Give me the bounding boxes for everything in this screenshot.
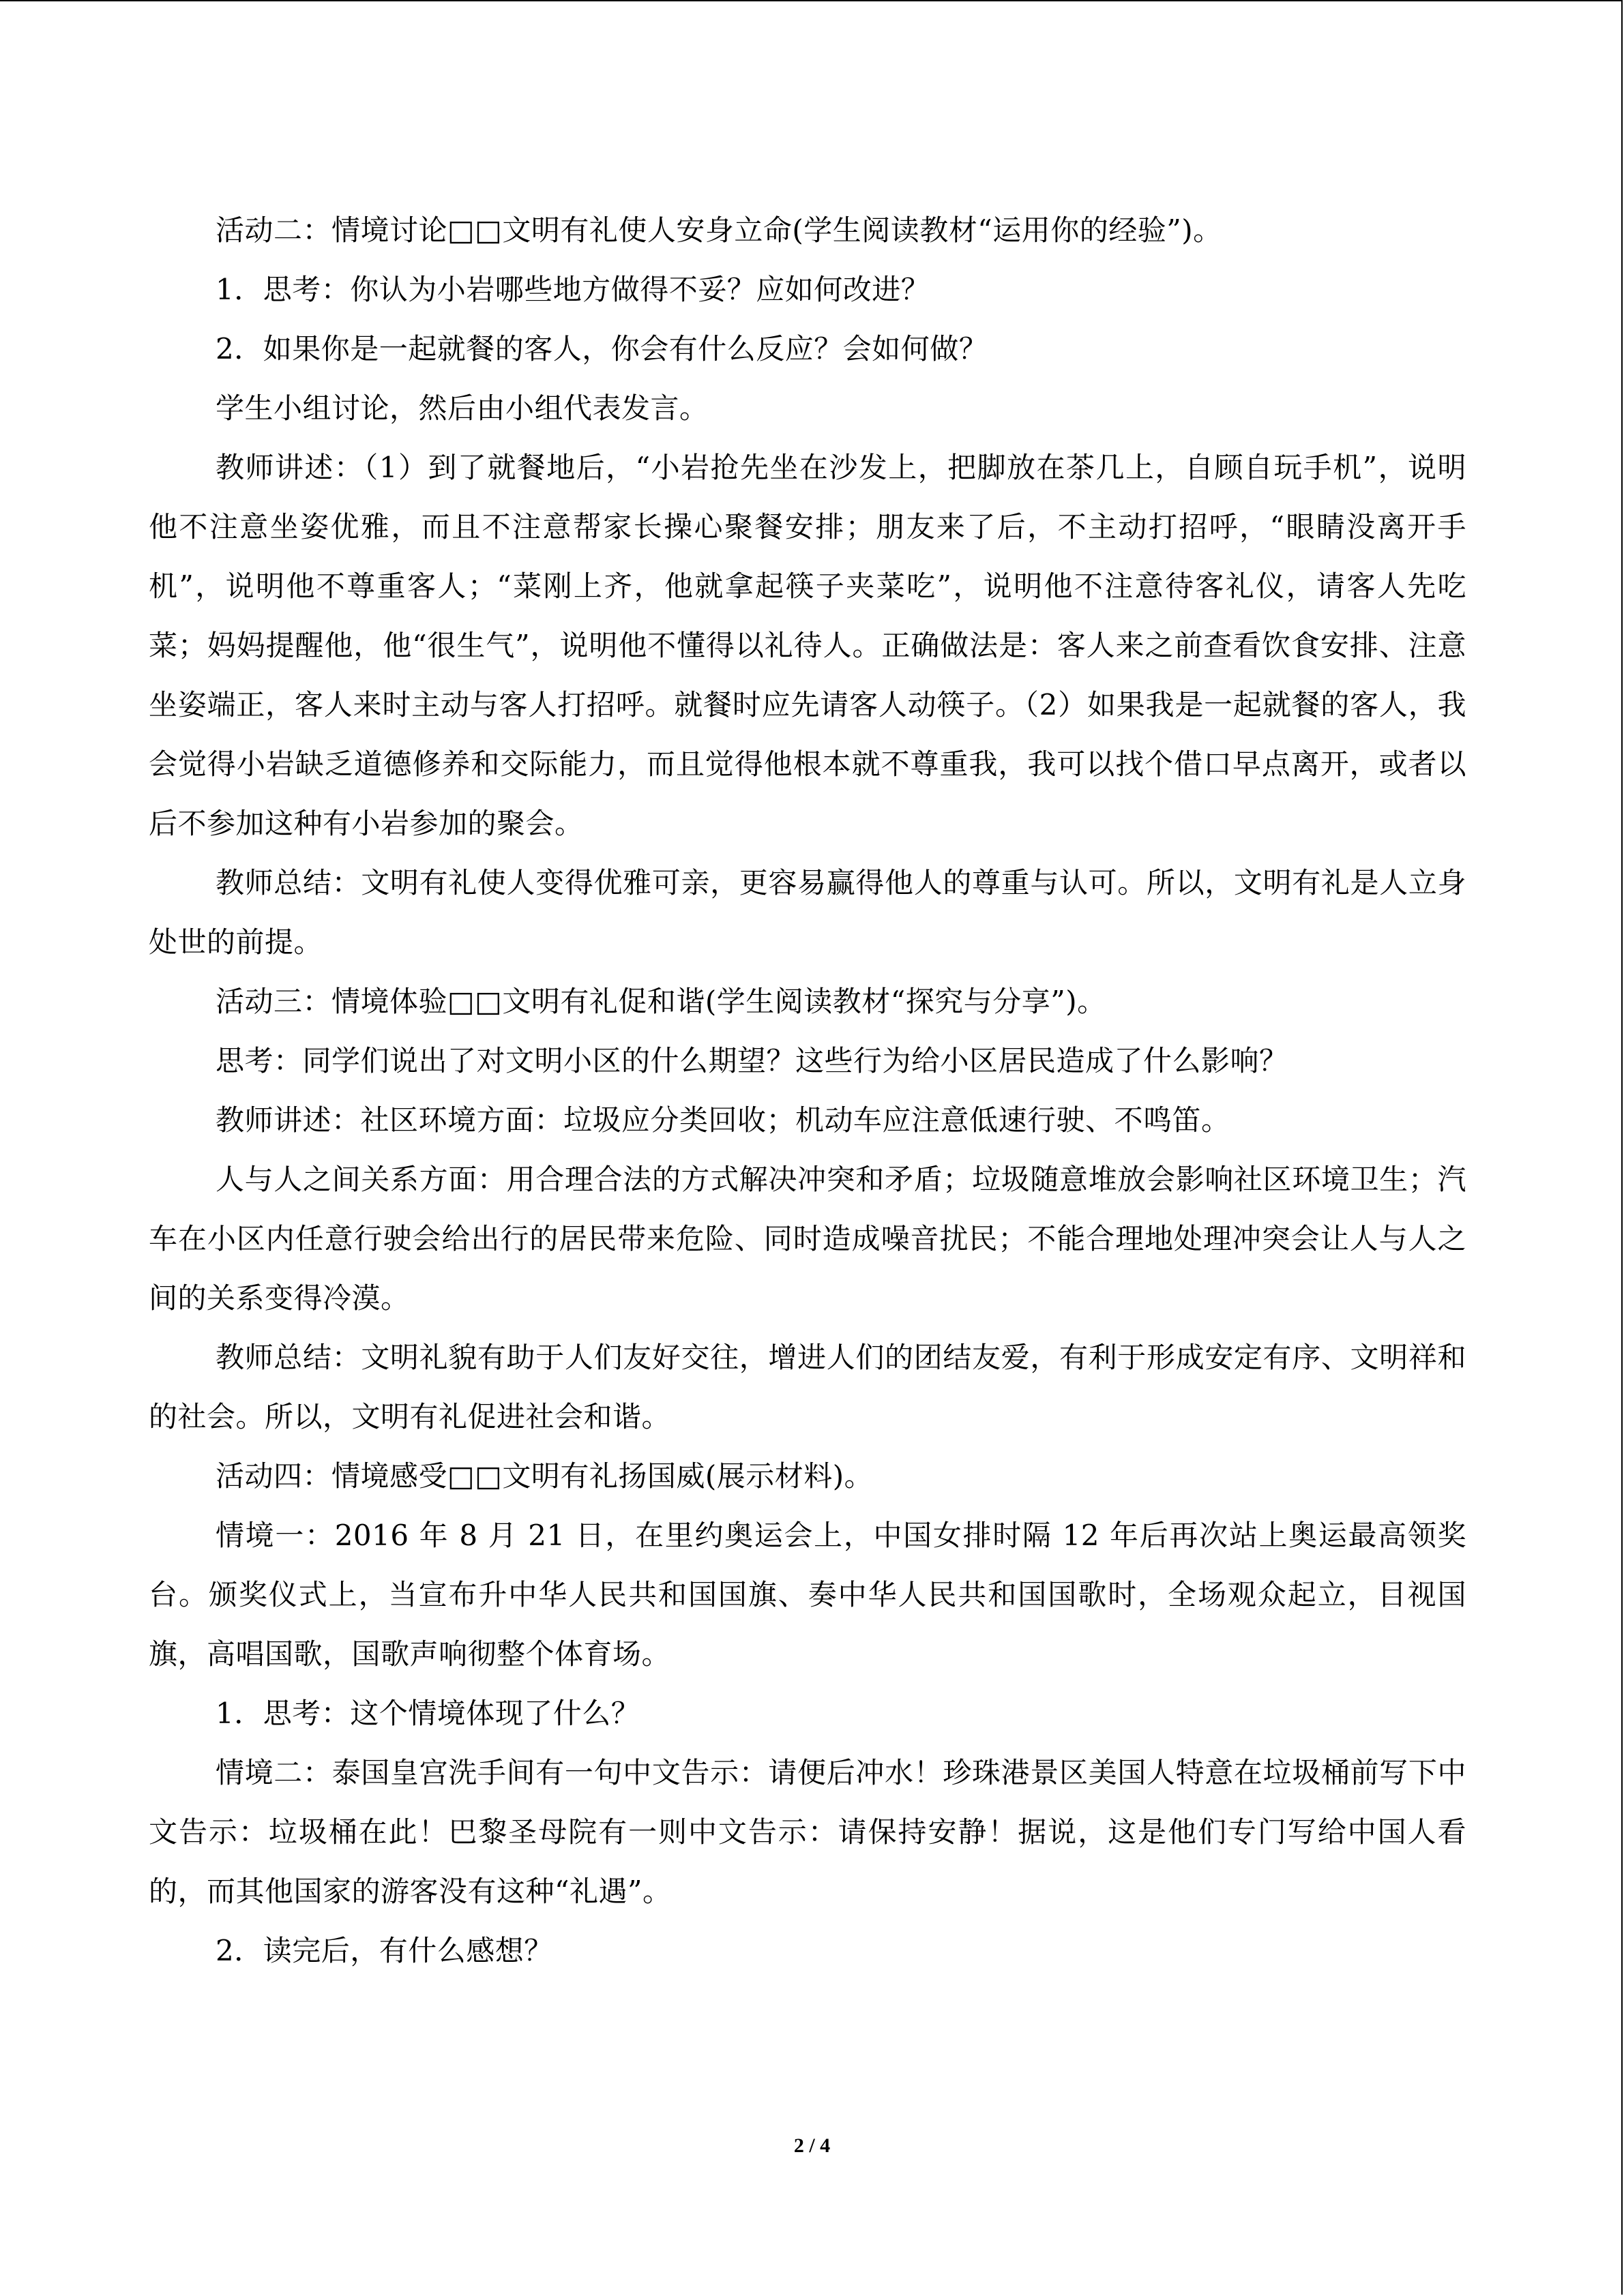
scenario-1: 情境一：2016 年 8 月 21 日，在里约奥运会上，中国女排时隔 12 年后再次站上奥运最高领奖台。颁奖仪式上，当宣布升中华人民共和国国旗、奏中华人民共和国国歌时，全场观众起立，目视国旗，高唱国歌，国歌声响彻整个体育场。: [149, 1519, 1466, 1671]
question-2: 2．如果你是一起就餐的客人，你会有什么反应？会如何做？: [216, 332, 988, 366]
activity-3-question: 思考：同学们说出了对文明小区的什么期望？这些行为给小区居民造成了什么影响？: [216, 1044, 1288, 1077]
question-1: 1．思考：你认为小岩哪些地方做得不妥？应如何改进？: [216, 273, 930, 306]
teacher-explanation-2: 教师讲述：社区环境方面：垃圾应分类回收；机动车应注意低速行驶、不鸣笛。: [216, 1103, 1230, 1137]
scenario-1-question: 1．思考：这个情境体现了什么？: [216, 1697, 640, 1730]
activity-3-heading: 活动三：情境体验□□文明有礼促和谐(学生阅读教材“探究与分享”)。: [216, 985, 1106, 1018]
document-body: [149, 200, 1466, 1980]
group-discussion: 学生小组讨论，然后由小组代表发言。: [216, 391, 709, 425]
teacher-explanation-1: 教师讲述：（1）到了就餐地后，“小岩抢先坐在沙发上，把脚放在茶几上，自顾自玩手机”，说明他不注意坐姿优雅，而且不注意帮家长操心聚餐安排；朋友来了后，不主动打招呼，“眼睛没离开手机”，说明他不尊重客人；“菜刚上齐，他就拿起筷子夹菜吃”，说明他不注意待客礼仪，请客人先吃菜；妈妈提醒他，他“很生气”，说明他不懂得以礼待人。正确做法是：客人来之前查看饮食安排、注意坐姿端正，客人来时主动与客人打招呼。就餐时应先请客人动筷子。（2）如果我是一起就餐的客人，我会觉得小岩缺乏道德修养和交际能力，而且觉得他根本就不尊重我，我可以找个借口早点离开，或者以后不参加这种有小岩参加的聚会。: [149, 451, 1466, 840]
activity-4-heading: 活动四：情境感受□□文明有礼扬国威(展示材料)。: [216, 1459, 874, 1493]
teacher-summary-2: 教师总结：文明礼貌有助于人们友好交往，增进人们的团结友爱，有利于形成安定有序、文明祥和的社会。所以，文明有礼促进社会和谐。: [149, 1341, 1466, 1433]
relationship-paragraph: 人与人之间关系方面：用合理合法的方式解决冲突和矛盾；垃圾随意堆放会影响社区环境卫生；汽车在小区内任意行驶会给出行的居民带来危险、同时造成噪音扰民；不能合理地处理冲突会让人与人之间的关系变得冷漠。: [149, 1163, 1466, 1315]
activity-2-heading: 活动二：情境讨论□□文明有礼使人安身立命(学生阅读教材“运用你的经验”)。: [216, 213, 1222, 247]
teacher-summary-1: 教师总结：文明有礼使人变得优雅可亲，更容易赢得他人的尊重与认可。所以，文明有礼是人立身处世的前提。: [149, 866, 1466, 959]
scenario-2-question: 2．读完后，有什么感想？: [216, 1934, 553, 1967]
scenario-2: 情境二：泰国皇宫洗手间有一句中文告示：请便后冲水！珍珠港景区美国人特意在垃圾桶前写下中文告示：垃圾桶在此！巴黎圣母院有一则中文告示：请保持安静！据说，这是他们专门写给中国人看的，而其他国家的游客没有这种“礼遇”。: [149, 1756, 1466, 1908]
page-number: 2 / 4: [793, 2134, 831, 2157]
